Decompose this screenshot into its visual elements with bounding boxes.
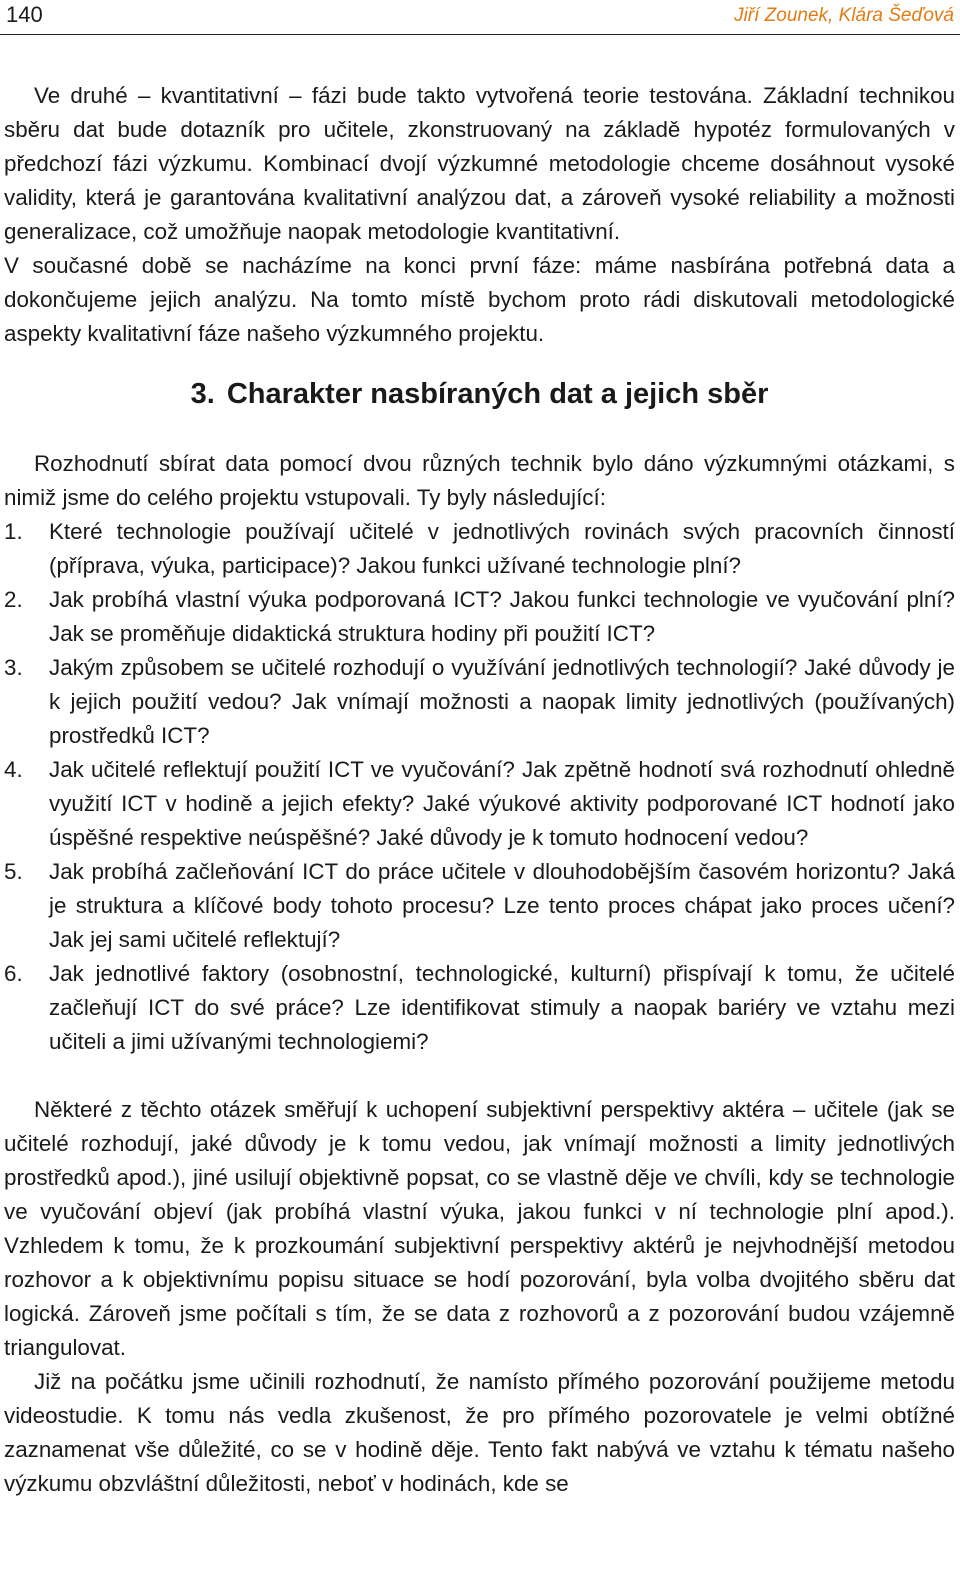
list-item-number: 1.: [4, 519, 23, 544]
list-item: [4, 957, 955, 1059]
list-item: [4, 583, 955, 651]
list-item-text: Jakým způsobem se učitelé rozhodují o využívání jednotlivých technologií? Jaké důvody je k jejich použití vedou? Jak vnímají možnosti a naopak limity jednotlivých (používaných) prostředků ICT?: [49, 655, 955, 748]
intro-paragraph-1: Ve druhé – kvantitativní – fázi bude takto vytvořená teorie testována. Základní technikou sběru dat bude dotazník pro učitele, zkonstruovaný na základě hypotéz formulovaných v předchozí fázi výzkumu. Kombinací dvojí výzkumné metodologie chceme dosáhnout vysoké validity, která je garantována kvalitativní analýzou dat, a zároveň vysoké reliability a možnosti generalizace, což umožňuje naopak metodologie kvantitativní.: [4, 83, 955, 244]
running-head-authors: Jiří Zounek, Klára Šeďová: [734, 5, 954, 26]
list-item: [4, 855, 955, 957]
list-item-text: Jak probíhá vlastní výuka podporovaná ICT? Jakou funkci technologie ve vyučování plní? Jak se proměňuje didaktická struktura hodiny při použití ICT?: [49, 587, 955, 646]
list-item-number: 6.: [4, 961, 23, 986]
list-item-number: 4.: [4, 757, 23, 782]
list-item-text: Jak učitelé reflektují použití ICT ve vyučování? Jak zpětně hodnotí svá rozhodnutí ohledně využití ICT v hodině a jejich efekty? Jaké výukové aktivity podporované ICT hodnotí jako úspěšné respektive neúspěšné? Jaké důvody je k tomuto hodnocení vedou?: [49, 757, 955, 850]
list-item-text: Které technologie používají učitelé v jednotlivých rovinách svých pracovních činností (příprava, výuka, participace)? Jakou funkci užívané technologie plní?: [49, 519, 955, 578]
list-item-text: Jak jednotlivé faktory (osobnostní, technologické, kulturní) přispívají k tomu, že učitelé začleňují ICT do své práce? Lze identifikovat stimuly a naopak bariéry ve vztahu mezi učiteli a jimi užívanými technologiemi?: [49, 961, 955, 1054]
section-title: Charakter nasbíraných dat a jejich sběr: [226, 378, 769, 410]
list-item: [4, 515, 955, 583]
list-item: [4, 753, 955, 855]
page-number: 140: [6, 2, 43, 27]
section-lead-paragraph: Rozhodnutí sbírat data pomocí dvou různých technik bylo dáno výzkumnými otázkami, s nimiž jsme do celého projektu vstupovali. Ty byly následující:: [4, 451, 955, 510]
research-questions-list: [4, 515, 955, 1059]
page-header: [0, 0, 960, 35]
section-number: 3.: [190, 378, 215, 410]
body-paragraph-1: Některé z těchto otázek směřují k uchopení subjektivní perspektivy aktéra – učitele (jak se učitelé rozhodují, jaké důvody je k tomu vedou, jak vnímají možnosti a limity jednotlivých prostředků apod.), jiné usilují objektivně popsat, co se vlastně děje ve chvíli, kdy se technologie ve vyučování objeví (jak probíhá vlastní výuka, jakou funkci v ní technologie plní apod.). Vzhledem k tomu, že k prozkoumání subjektivní perspektivy aktérů je nejvhodnější metodou rozhovor a k objektivnímu popisu situace se hodí pozorování, byla volba dvojitého sběru dat logická. Zároveň jsme počítali s tím, že se data z rozhovorů a z pozorování budou vzájemně triangulovat.: [4, 1097, 955, 1360]
list-item-number: 5.: [4, 859, 23, 884]
body-paragraph-2: Již na počátku jsme učinili rozhodnutí, že namísto přímého pozorování použijeme metodu videostudie. K tomu nás vedla zkušenost, že pro přímého pozorovatele je velmi obtížné zaznamenat vše důležité, co se v hodině děje. Tento fakt nabývá ve vztahu k tématu našeho výzkumu obzvláštní důležitosti, neboť v hodinách, kde se: [4, 1369, 955, 1496]
list-item: [4, 651, 955, 753]
paragraph-spacer: [4, 1059, 955, 1093]
list-item-number: 2.: [4, 587, 23, 612]
list-item-number: 3.: [4, 655, 23, 680]
list-item-text: Jak probíhá začleňování ICT do práce učitele v dlouhodobějším časovém horizontu? Jaká je struktura a klíčové body tohoto procesu? Lze tento proces chápat jako proces učení? Jak jej sami učitelé reflektují?: [49, 859, 955, 952]
section-heading: [4, 374, 955, 414]
intro-paragraph-2: V současné době se nacházíme na konci první fáze: máme nasbírána potřebná data a dokončujeme jejich analýzu. Na tomto místě bychom proto rádi diskutovali metodologické aspekty kvalitativní fáze našeho výzkumného projektu.: [4, 253, 955, 346]
page-content: [4, 79, 955, 1501]
